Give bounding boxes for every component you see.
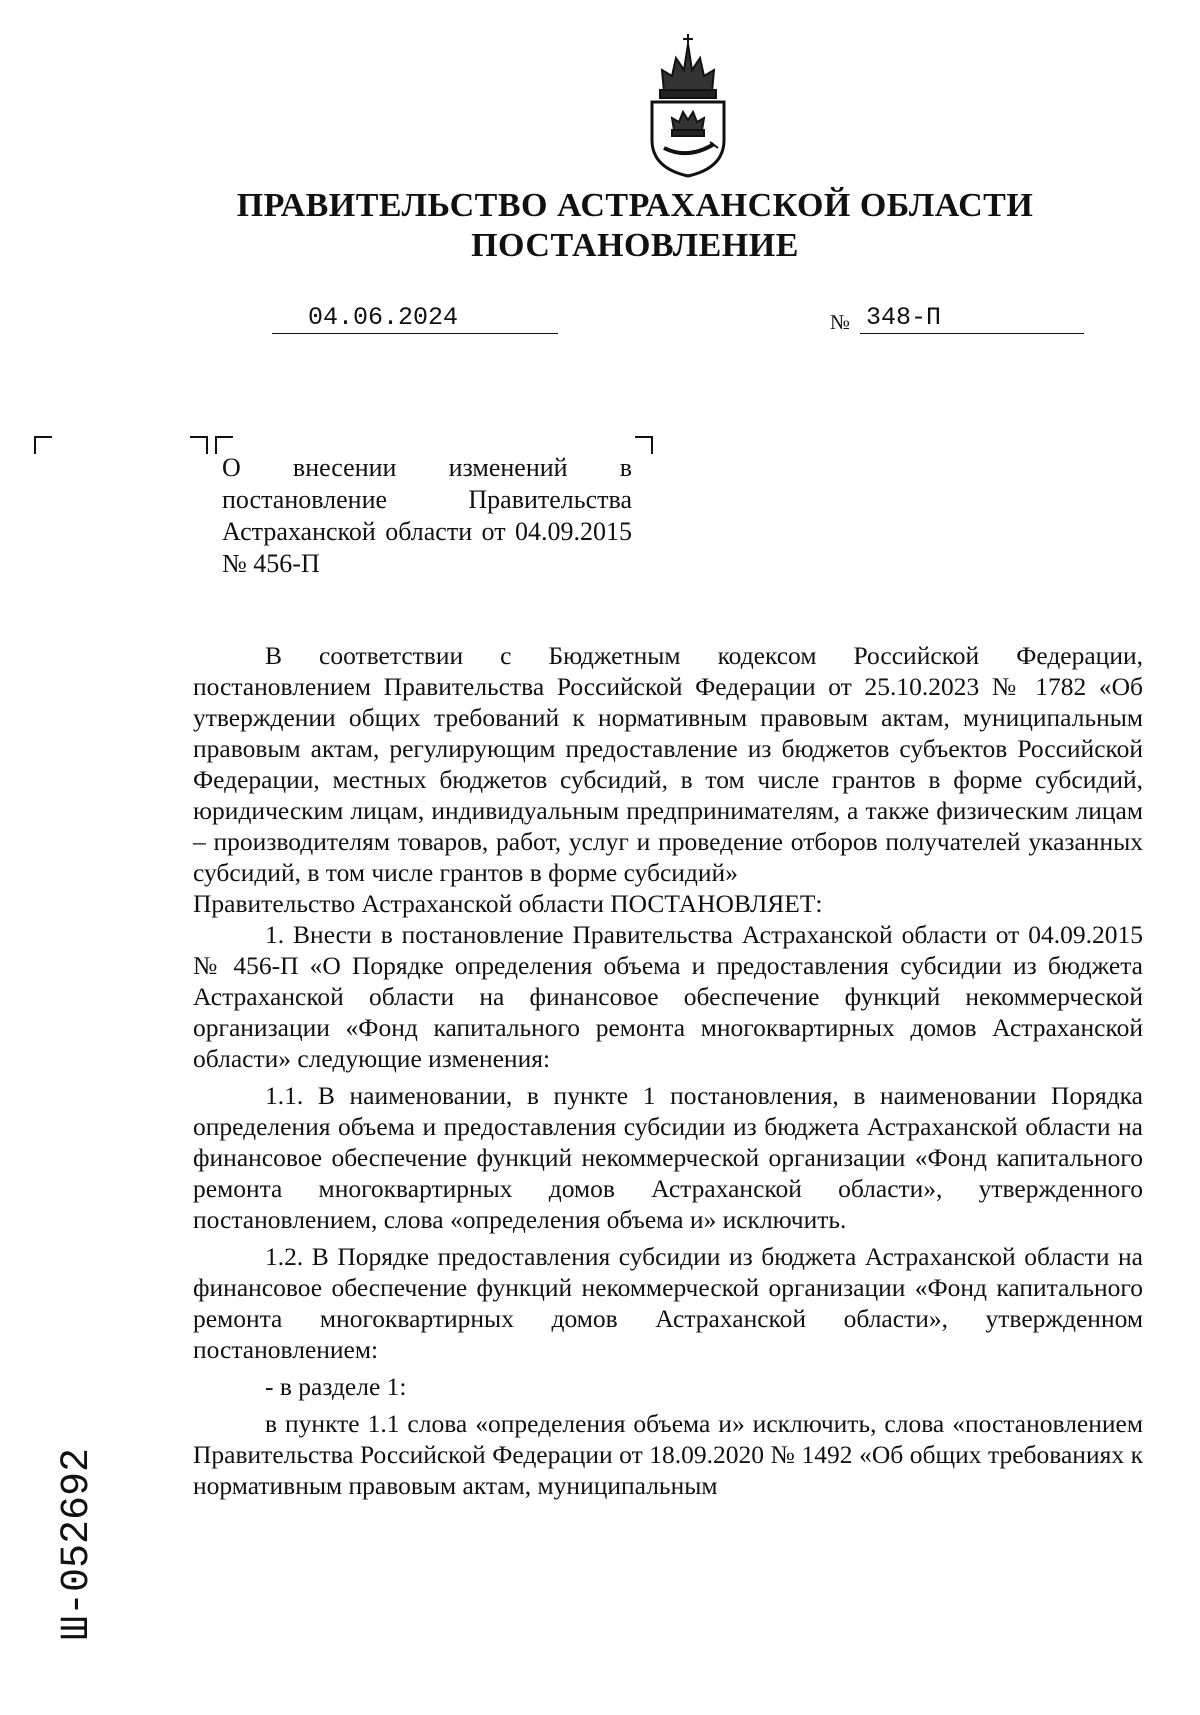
document-subject: О внесении изменений в постановление Правительства Астраханской области от 04.09.2015 № 456-П <box>222 453 632 578</box>
resolves-line: Правительство Астраханской области ПОСТАНОВЛЯЕТ: <box>193 889 823 918</box>
coat-of-arms-icon <box>642 30 734 180</box>
document-body <box>193 640 1143 1501</box>
document-type-title: ПОСТАНОВЛЕНИЕ <box>471 227 799 264</box>
organization-title: ПРАВИТЕЛЬСТВО АСТРАХАНСКОЙ ОБЛАСТИ <box>236 187 1034 224</box>
corner-mark <box>34 436 52 454</box>
clause-1-1-paragraph: в пункте 1.1 слова «определения объема и» исключить, слова «постановлением Правительства Российской Федерации от 18.09.2020 № 1492 «Об общих требованиях к нормативным правовым актам, муниципальным <box>193 1409 1143 1500</box>
item-1-2-paragraph: 1.2. В Порядке предоставления субсидии из бюджета Астраханской области на финансовое обеспечение функций некоммерческой организации «Фонд капитального ремонта многоквартирных домов Астраханской области», утвержденном постановлением: <box>193 1242 1143 1364</box>
item-1-paragraph: 1. Внести в постановление Правительства Астраханской области от 04.09.2015 № 456-П «О Порядке определения объема и предоставления субсидии из бюджета Астраханской области на финансовое обеспечение функций некоммерческой организации «Фонд капитального ремонта многоквартирных домов Астраханской области» следующие изменения: <box>193 920 1143 1073</box>
document-date: 04.06.2024 <box>272 302 558 334</box>
item-1-1-paragraph: 1.1. В наименовании, в пункте 1 постановления, в наименовании Порядка определения объема и предоставления субсидии из бюджета Астраханской области на финансовое обеспечение функций некоммерческой организации «Фонд капитального ремонта многоквартирных домов Астраханской области», утвержденного постановлением, слова «определения объема и» исключить. <box>193 1081 1143 1234</box>
preamble-paragraph: В соответствии с Бюджетным кодексом Российской Федерации, постановлением Правительства Российской Федерации от 25.10.2023 № 1782 «Об утверждении общих требований к нормативным правовым актам, муниципальным правовым актам, регулирующим предоставление из бюджетов субъектов Российской Федерации, местных бюджетов субсидий, в том числе грантов в форме субсидий, юридическим лицам, индивидуальным предпринимателям, а также физическим лицам – производителям товаров, работ, услуг и проведение отборов получателей указанных субсидий, в том числе грантов в форме субсидий» <box>193 641 1143 887</box>
number-label: № <box>830 310 851 334</box>
side-serial-code: Ш-052692 <box>55 1447 100 1640</box>
corner-mark <box>190 436 208 454</box>
document-number: 348-П <box>860 302 1084 334</box>
section-1-line: - в разделе 1: <box>265 1372 407 1401</box>
corner-mark <box>635 436 653 454</box>
